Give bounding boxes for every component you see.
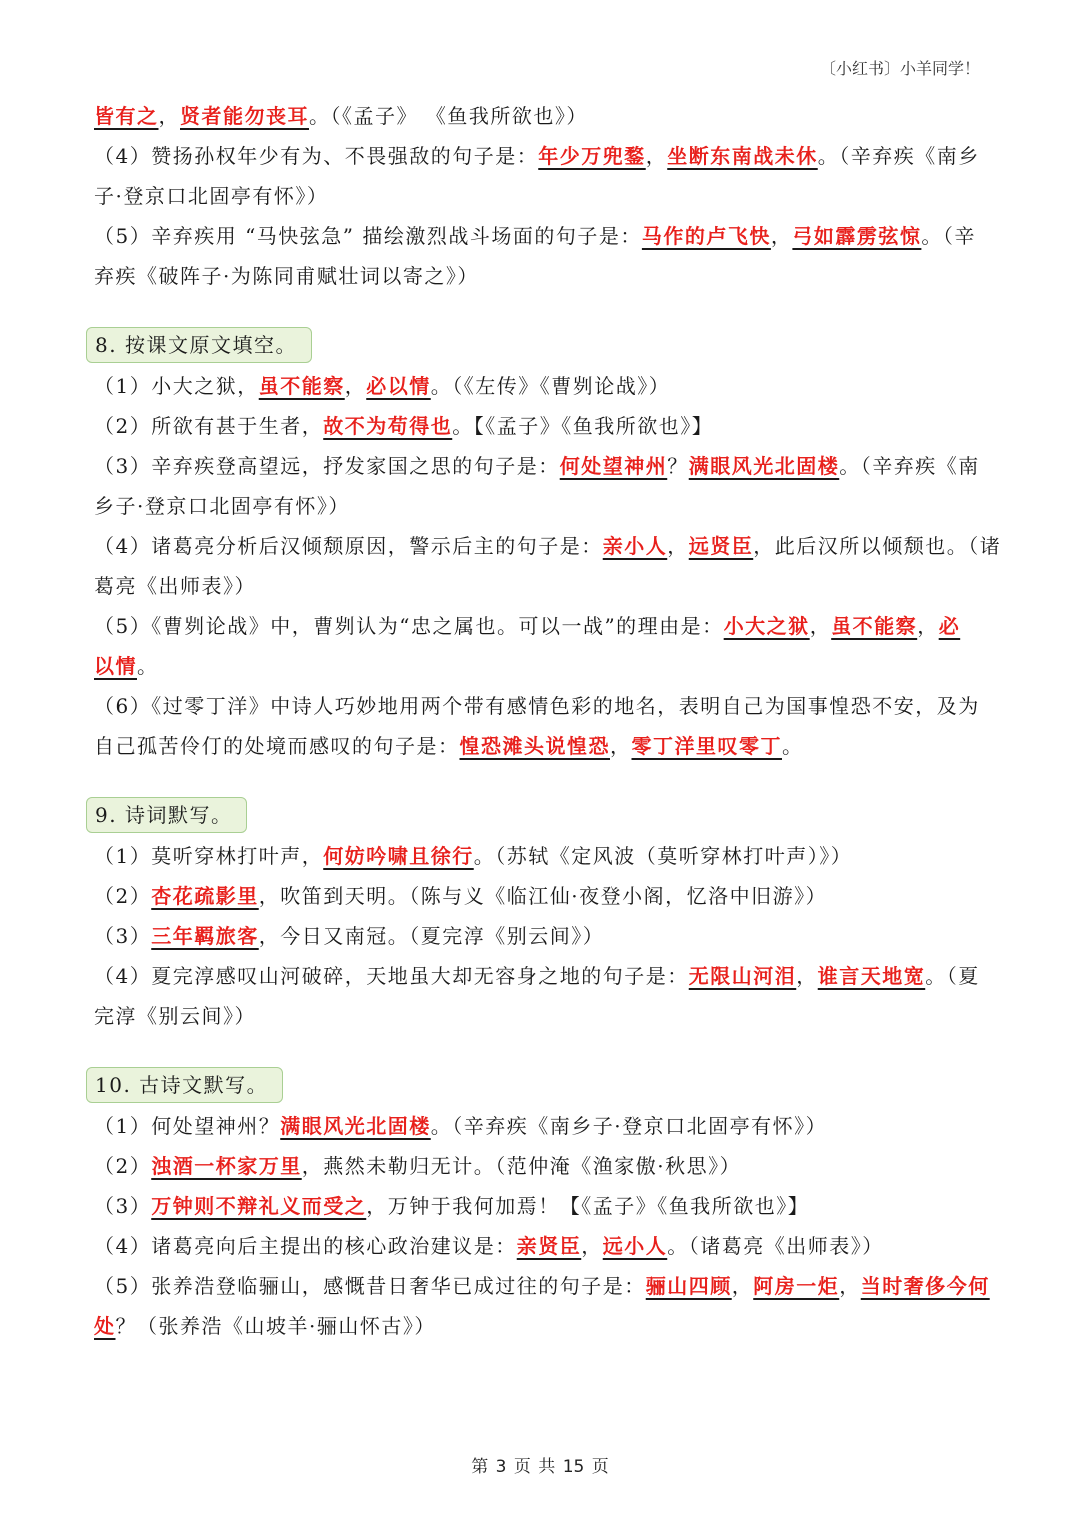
question-text: 。 [137,654,159,678]
question-text: 子·登京口北固亭有怀》） [94,184,329,208]
answer-text: 马作的卢飞快 [641,224,771,248]
question-text: 自己孤苦伶仃的处境而感叹的句子是： [94,734,460,758]
text-line [94,996,986,1036]
text-line [94,686,986,726]
question-text: ， [731,1274,754,1298]
text-line [94,836,986,876]
text-line [94,366,986,406]
section-spacer [94,296,986,324]
question-text: 。（《孟子》 《鱼我所欲也》） [309,104,588,128]
question-text: （5）《曹刿论战》中，曹刿认为“忠之属也。可以一战”的理由是： [94,614,724,638]
answer-text: 亲小人 [602,534,668,558]
text-line [94,1146,986,1186]
page-content [94,96,1002,1346]
question-text: ，吹笛到天明。（陈与义《临江仙·夜登小阁，忆洛中旧游》） [258,884,828,908]
question-text: 。（夏 [925,964,980,988]
answer-text: 何妨吟啸且徐行 [323,844,474,868]
question-text: 。（辛弃疾《南乡 [817,144,980,168]
question-text: （2）所欲有甚于生者， [94,414,324,438]
question-text: 葛亮《出师表》） [94,574,256,598]
question-text: 。（诸葛亮《出师表》） [667,1234,884,1258]
text-line [94,1306,986,1346]
section-heading: 9. 诗词默写。 [86,797,247,833]
text-line [94,726,986,766]
text-line [94,646,986,686]
answer-text: 年少万兜鍪 [538,144,646,168]
answer-text: 远贤臣 [688,534,754,558]
text-line [94,606,986,646]
question-text: ， [158,104,180,128]
question-text: 。（苏轼《定风波（莫听穿林打叶声）》） [473,844,853,868]
answer-text: 故不为苟得也 [323,414,453,438]
question-text: （5）辛弃疾用 “马快弦急” 描绘激烈战斗场面的句子是： [94,224,642,248]
question-text: （3） [94,1194,152,1218]
text-line [94,1266,990,1306]
source-watermark: 〔小红书〕小羊同学！ [819,59,980,78]
question-text: （3）辛弃疾登高望远，抒发家国之思的句子是： [94,454,560,478]
text-line [94,446,986,486]
text-line [94,136,986,176]
answer-text: 虽不能察 [258,374,345,398]
answer-text: 必 [938,614,961,638]
question-text: 。（辛弃疾《南 [839,454,980,478]
text-line [94,956,986,996]
answer-text: 何处望神州 [559,454,668,478]
question-text: ， [839,1274,861,1298]
question-text: ， [809,614,832,638]
question-text: （3） [94,924,152,948]
question-text: （4）诸葛亮分析后汉倾颓原因，警示后主的句子是： [94,534,603,558]
answer-text: 当时奢侈今何 [860,1274,990,1298]
answer-text: 弓如霹雳弦惊 [792,224,922,248]
question-text: （2） [94,884,152,908]
question-text: ， [917,614,939,638]
text-line [94,566,986,606]
question-text: ？（张养浩《山坡羊·骊山怀古》） [115,1314,436,1338]
question-text: ， [344,374,367,398]
question-text: ， [645,144,668,168]
question-text: ，此后汉所以倾颓也。（诸 [753,534,1002,558]
question-text: 完淳《别云间》） [94,1004,256,1028]
answer-text: 皆有之 [94,104,159,128]
answer-text: 杏花疏影里 [151,884,259,908]
answer-text: 骊山四顾 [645,1274,732,1298]
answer-text: 满眼风光北固楼 [688,454,840,478]
text-line [94,1226,986,1266]
question-text: 。【《孟子》《鱼我所欲也》】 [452,414,714,438]
text-line [94,96,986,136]
question-text: ，燕然未勒归无计。（范仲淹《渔家傲·秋思》） [301,1154,742,1178]
answer-text: 必以情 [366,374,431,398]
question-text: ， [581,1234,603,1258]
answer-text: 虽不能察 [831,614,918,638]
question-text: 。 [782,734,804,758]
text-line [94,406,986,446]
answer-text: 亲贤臣 [516,1234,582,1258]
question-text: 。（辛 [921,224,976,248]
question-text: （1）莫听穿林打叶声， [94,844,324,868]
question-text: 。（《左传》《曹刿论战》） [430,374,671,398]
text-line [94,526,1002,566]
text-line [94,916,986,956]
answer-text: 浊酒一杯家万里 [151,1154,302,1178]
question-text: ，万钟于我何加焉！【《孟子》《鱼我所欲也》】 [366,1194,810,1218]
question-text: 乡子·登京口北固亭有怀》） [94,494,350,518]
answer-text: 处 [94,1314,116,1338]
answer-text: 三年羁旅客 [151,924,259,948]
answer-text: 阿房一炬 [753,1274,840,1298]
answer-text: 万钟则不辩礼义而受之 [151,1194,367,1218]
section-heading: 8. 按课文原文填空。 [86,327,312,363]
text-line [94,1106,986,1146]
question-text: 。（辛弃疾《南乡子·登京口北固亭有怀》） [430,1114,828,1138]
question-text: （1）小大之狱， [94,374,259,398]
section-spacer [94,766,986,794]
answer-text: 远小人 [602,1234,668,1258]
answer-text: 坐断东南战未休 [667,144,818,168]
question-text: （5）张养浩登临骊山，感慨昔日奢华已成过往的句子是： [94,1274,646,1298]
question-text: （4）赞扬孙权年少有为、不畏强敌的句子是： [94,144,539,168]
question-text: （2） [94,1154,152,1178]
answer-text: 无限山河泪 [688,964,797,988]
question-text: ， [796,964,818,988]
text-line [94,486,986,526]
section-heading: 10. 古诗文默写。 [86,1067,283,1103]
answer-text: 小大之狱 [723,614,810,638]
text-line [94,1186,986,1226]
text-line [94,256,986,296]
answer-text: 贤者能勿丧耳 [180,104,309,128]
answer-text: 谁言天地宽 [817,964,926,988]
page-number: 第 3 页 共 15 页 [471,1457,609,1477]
question-text: ， [667,534,689,558]
question-text: 弃疾《破阵子·为陈同甫赋壮词以寄之》） [94,264,479,288]
text-line [94,216,986,256]
text-line [94,176,986,216]
question-text: ， [770,224,793,248]
answer-text: 惶恐滩头说惶恐 [459,734,610,758]
question-text: （4）诸葛亮向后主提出的核心政治建议是： [94,1234,517,1258]
answer-text: 满眼风光北固楼 [280,1114,431,1138]
question-text: （4）夏完淳感叹山河破碎，天地虽大却无容身之地的句子是： [94,964,689,988]
question-text: （1）何处望神州？ [94,1114,281,1138]
question-text: （6）《过零丁洋》中诗人巧妙地用两个带有感情色彩的地名，表明自己为国事惶恐不安，及为 [94,694,980,718]
answer-text: 零丁洋里叹零丁 [631,734,782,758]
question-text: ，今日又南冠。（夏完淳《别云间》） [258,924,605,948]
question-text: ？ [667,454,689,478]
text-line [94,876,986,916]
question-text: ， [610,734,632,758]
section-spacer [94,1036,986,1064]
answer-text: 以情 [94,654,137,678]
